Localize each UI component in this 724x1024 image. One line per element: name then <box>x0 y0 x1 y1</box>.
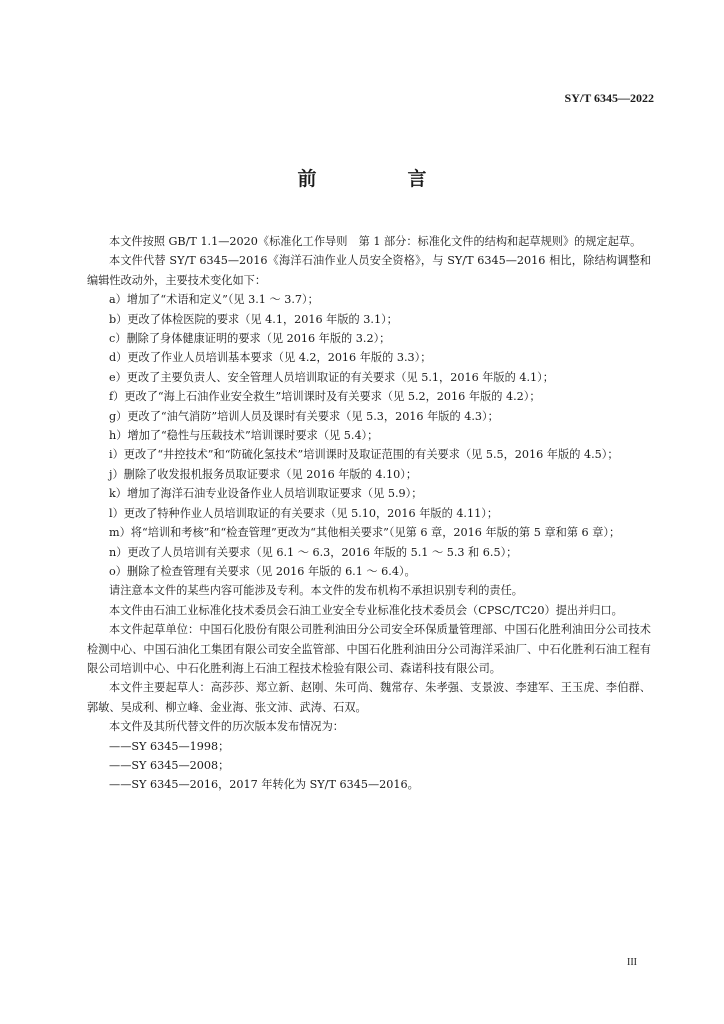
list-item: c）删除了身体健康证明的要求（见 2016 年版的 3.2）； <box>109 332 391 346</box>
list-item: n）更改了人员培训有关要求（见 6.1 ～ 6.3，2016 年版的 5.1 ～ 5.3 和 6.5）； <box>109 545 518 559</box>
drafters-paragraph: 本文件主要起草人：高莎莎、郑立新、赵刚、朱可尚、魏常存、朱孝强、支景波、李建军、王玉虎、李伯群、郭敏、吴成利、柳立峰、金业海、张文沛、武涛、石双。 <box>87 681 651 714</box>
list-item: i）更改了“井控技术”和“防硫化氢技术”培训课时及取证范围的有关要求（见 5.5，2016 年版的 4.5）； <box>109 448 619 462</box>
list-item: f）更改了“海上石油作业安全救生”培训课时及有关要求（见 5.2，2016 年版的 4.2）； <box>109 390 541 404</box>
proposer-paragraph: 本文件由石油工业标准化技术委员会石油工业安全专业标准化技术委员会（CPSC/TC20）提出并归口。 <box>109 603 623 617</box>
page-title: 前 言 <box>297 168 463 190</box>
intro-paragraph: 本文件按照 GB/T 1.1—2020《标准化工作导则 第 1 部分：标准化文件的结构和起草规则》的规定起草。 <box>109 235 642 248</box>
list-item: ——SY 6345—1998； <box>109 739 230 753</box>
list-item: d）更改了作业人员培训基本要求（见 4.2，2016 年版的 3.3）； <box>109 351 432 365</box>
list-item: g）更改了“油气消防”培训人员及课时有关要求（见 5.3，2016 年版的 4.3）； <box>109 409 499 423</box>
list-item: ——SY 6345—2008； <box>109 758 230 772</box>
list-item: b）更改了体检医院的要求（见 4.1，2016 年版的 3.1）； <box>109 312 398 326</box>
list-item: ——SY 6345—2016，2017 年转化为 SY/T 6345—2016。 <box>109 778 419 792</box>
foreword-body <box>87 232 651 795</box>
list-item: j）删除了收发报机报务员取证要求（见 2016 年版的 4.10）； <box>109 467 418 481</box>
history-list <box>87 737 651 795</box>
list-item: m）将“培训和考核”和“检查管理”更改为“其他相关要求”（见第 6 章，2016 年版的第 5 章和第 6 章）； <box>109 526 621 540</box>
page-number: III <box>627 957 637 968</box>
changes-list <box>87 290 651 581</box>
drafting-units-paragraph: 本文件起草单位：中国石化股份有限公司胜利油田分公司安全环保质量管理部、中国石化胜利油田分公司技术检测中心、中国石油化工集团有限公司安全监管部、中国石化胜利油田分公司海洋采油厂、中石化胜利石油工程有限公司培训中心、中石化胜利海上石油工程技术检验有限公司、森诺科技有限公司。 <box>87 623 651 675</box>
history-intro: 本文件及其所代替文件的历次版本发布情况为： <box>109 720 344 734</box>
list-item: k）增加了海洋石油专业设备作业人员培训取证要求（见 5.9）； <box>109 487 423 501</box>
list-item: a）增加了“术语和定义”（见 3.1 ～ 3.7）； <box>109 293 319 307</box>
list-item: e）更改了主要负责人、安全管理人员培训取证的有关要求（见 5.1，2016 年版的 4.1）； <box>109 370 554 384</box>
patent-notice: 请注意本文件的某些内容可能涉及专利。本文件的发布机构不承担识别专利的责任。 <box>109 584 523 598</box>
list-item: l）更改了特种作业人员培训取证的有关要求（见 5.10，2016 年版的 4.11）； <box>109 506 499 520</box>
intro-paragraph: 本文件代替 SY/T 6345—2016《海洋石油作业人员安全资格》，与 SY/T 6345—2016 相比，除结构调整和编辑性改动外，主要技术变化如下： <box>87 254 651 287</box>
standard-code: SY/T 6345—2022 <box>564 91 654 105</box>
list-item: h）增加了“稳性与压载技术”培训课时要求（见 5.4）； <box>109 429 379 443</box>
list-item: o）删除了检查管理有关要求（见 2016 年版的 6.1 ～ 6.4）。 <box>109 564 416 578</box>
